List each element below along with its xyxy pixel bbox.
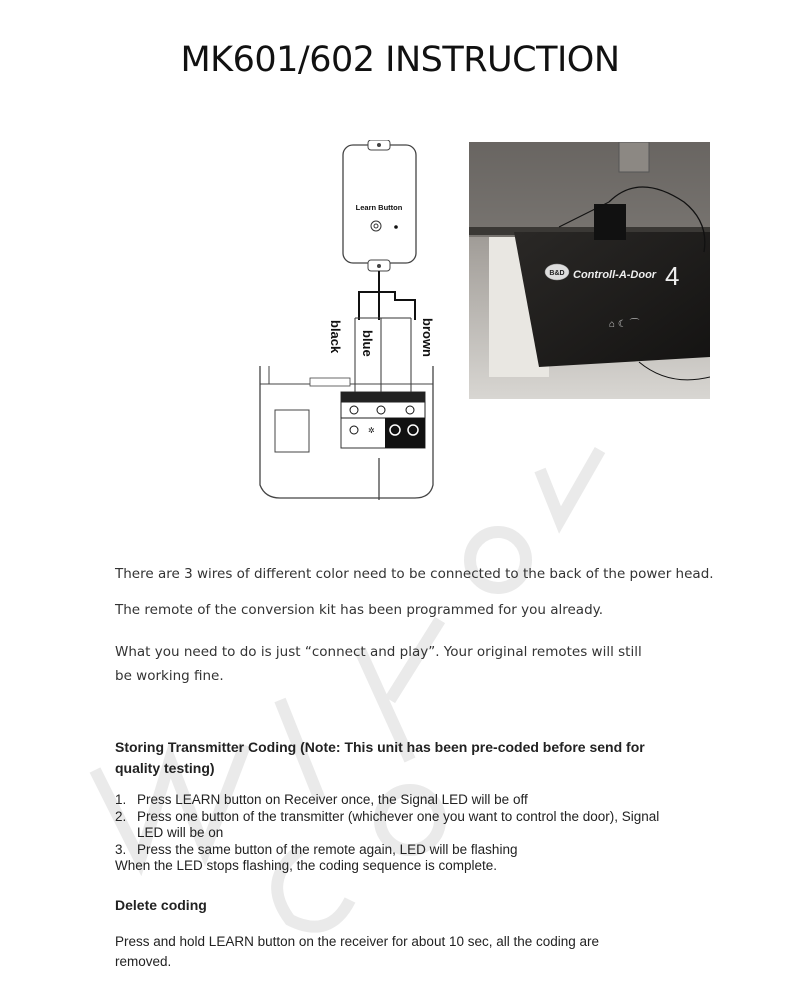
storing-heading-title: Storing Transmitter Coding (115, 739, 297, 755)
wire-label-brown: brown (420, 318, 435, 357)
wire-label-blue: blue (360, 330, 375, 357)
list-item (115, 809, 675, 842)
storing-heading-note: (Note: This unit has been pre-coded before send for quality testing) (115, 739, 645, 776)
brand-text: Controll-A-Door (573, 269, 657, 281)
storing-final-note: When the LED stops flashing, the coding sequence is complete. (115, 858, 497, 873)
delete-text: Press and hold LEARN button on the receiver for about 10 sec, all the coding are removed. (115, 934, 600, 969)
power-head-window (275, 410, 309, 452)
opener-photo (469, 142, 710, 399)
step-number: 2. (115, 808, 127, 824)
svg-text:B&D: B&D (549, 270, 565, 277)
storing-steps (115, 792, 675, 875)
signal-led-icon (394, 225, 398, 229)
step-number: 3. (115, 841, 127, 857)
intro-paragraph-1: There are 3 wires of different color need to be connected to the back of the power head. (115, 566, 714, 582)
svg-text:⌂ ☾ ⌒: ⌂ ☾ ⌒ (609, 319, 640, 330)
delete-heading: Delete coding (115, 897, 207, 913)
list-item (115, 792, 675, 809)
intro-paragraph-2: The remote of the conversion kit has been programmed for you already. (115, 602, 603, 618)
step-text: Press LEARN button on Receiver once, the Signal LED will be off (137, 792, 528, 807)
model-number: 4 (665, 261, 680, 291)
intro-paragraph-3: What you need to do is just “connect and play”. Your original remotes will still be working fine. (115, 644, 642, 684)
storing-heading (115, 737, 655, 779)
step-text: Press the same button of the remote again, LED will be flashing (137, 841, 518, 857)
wire-label-black: black (328, 320, 343, 354)
learn-button-label: Learn Button (355, 203, 403, 212)
page-title: MK601/602 INSTRUCTION (180, 40, 620, 80)
svg-text:✲: ✲ (368, 426, 375, 435)
step-number: 1. (115, 792, 127, 807)
brand-logo-icon (545, 264, 569, 280)
wiring-diagram (255, 140, 445, 510)
step-text: Press one button of the transmitter (whichever one you want to control the door), Signal LED will be on (137, 808, 660, 840)
list-item (115, 842, 675, 859)
